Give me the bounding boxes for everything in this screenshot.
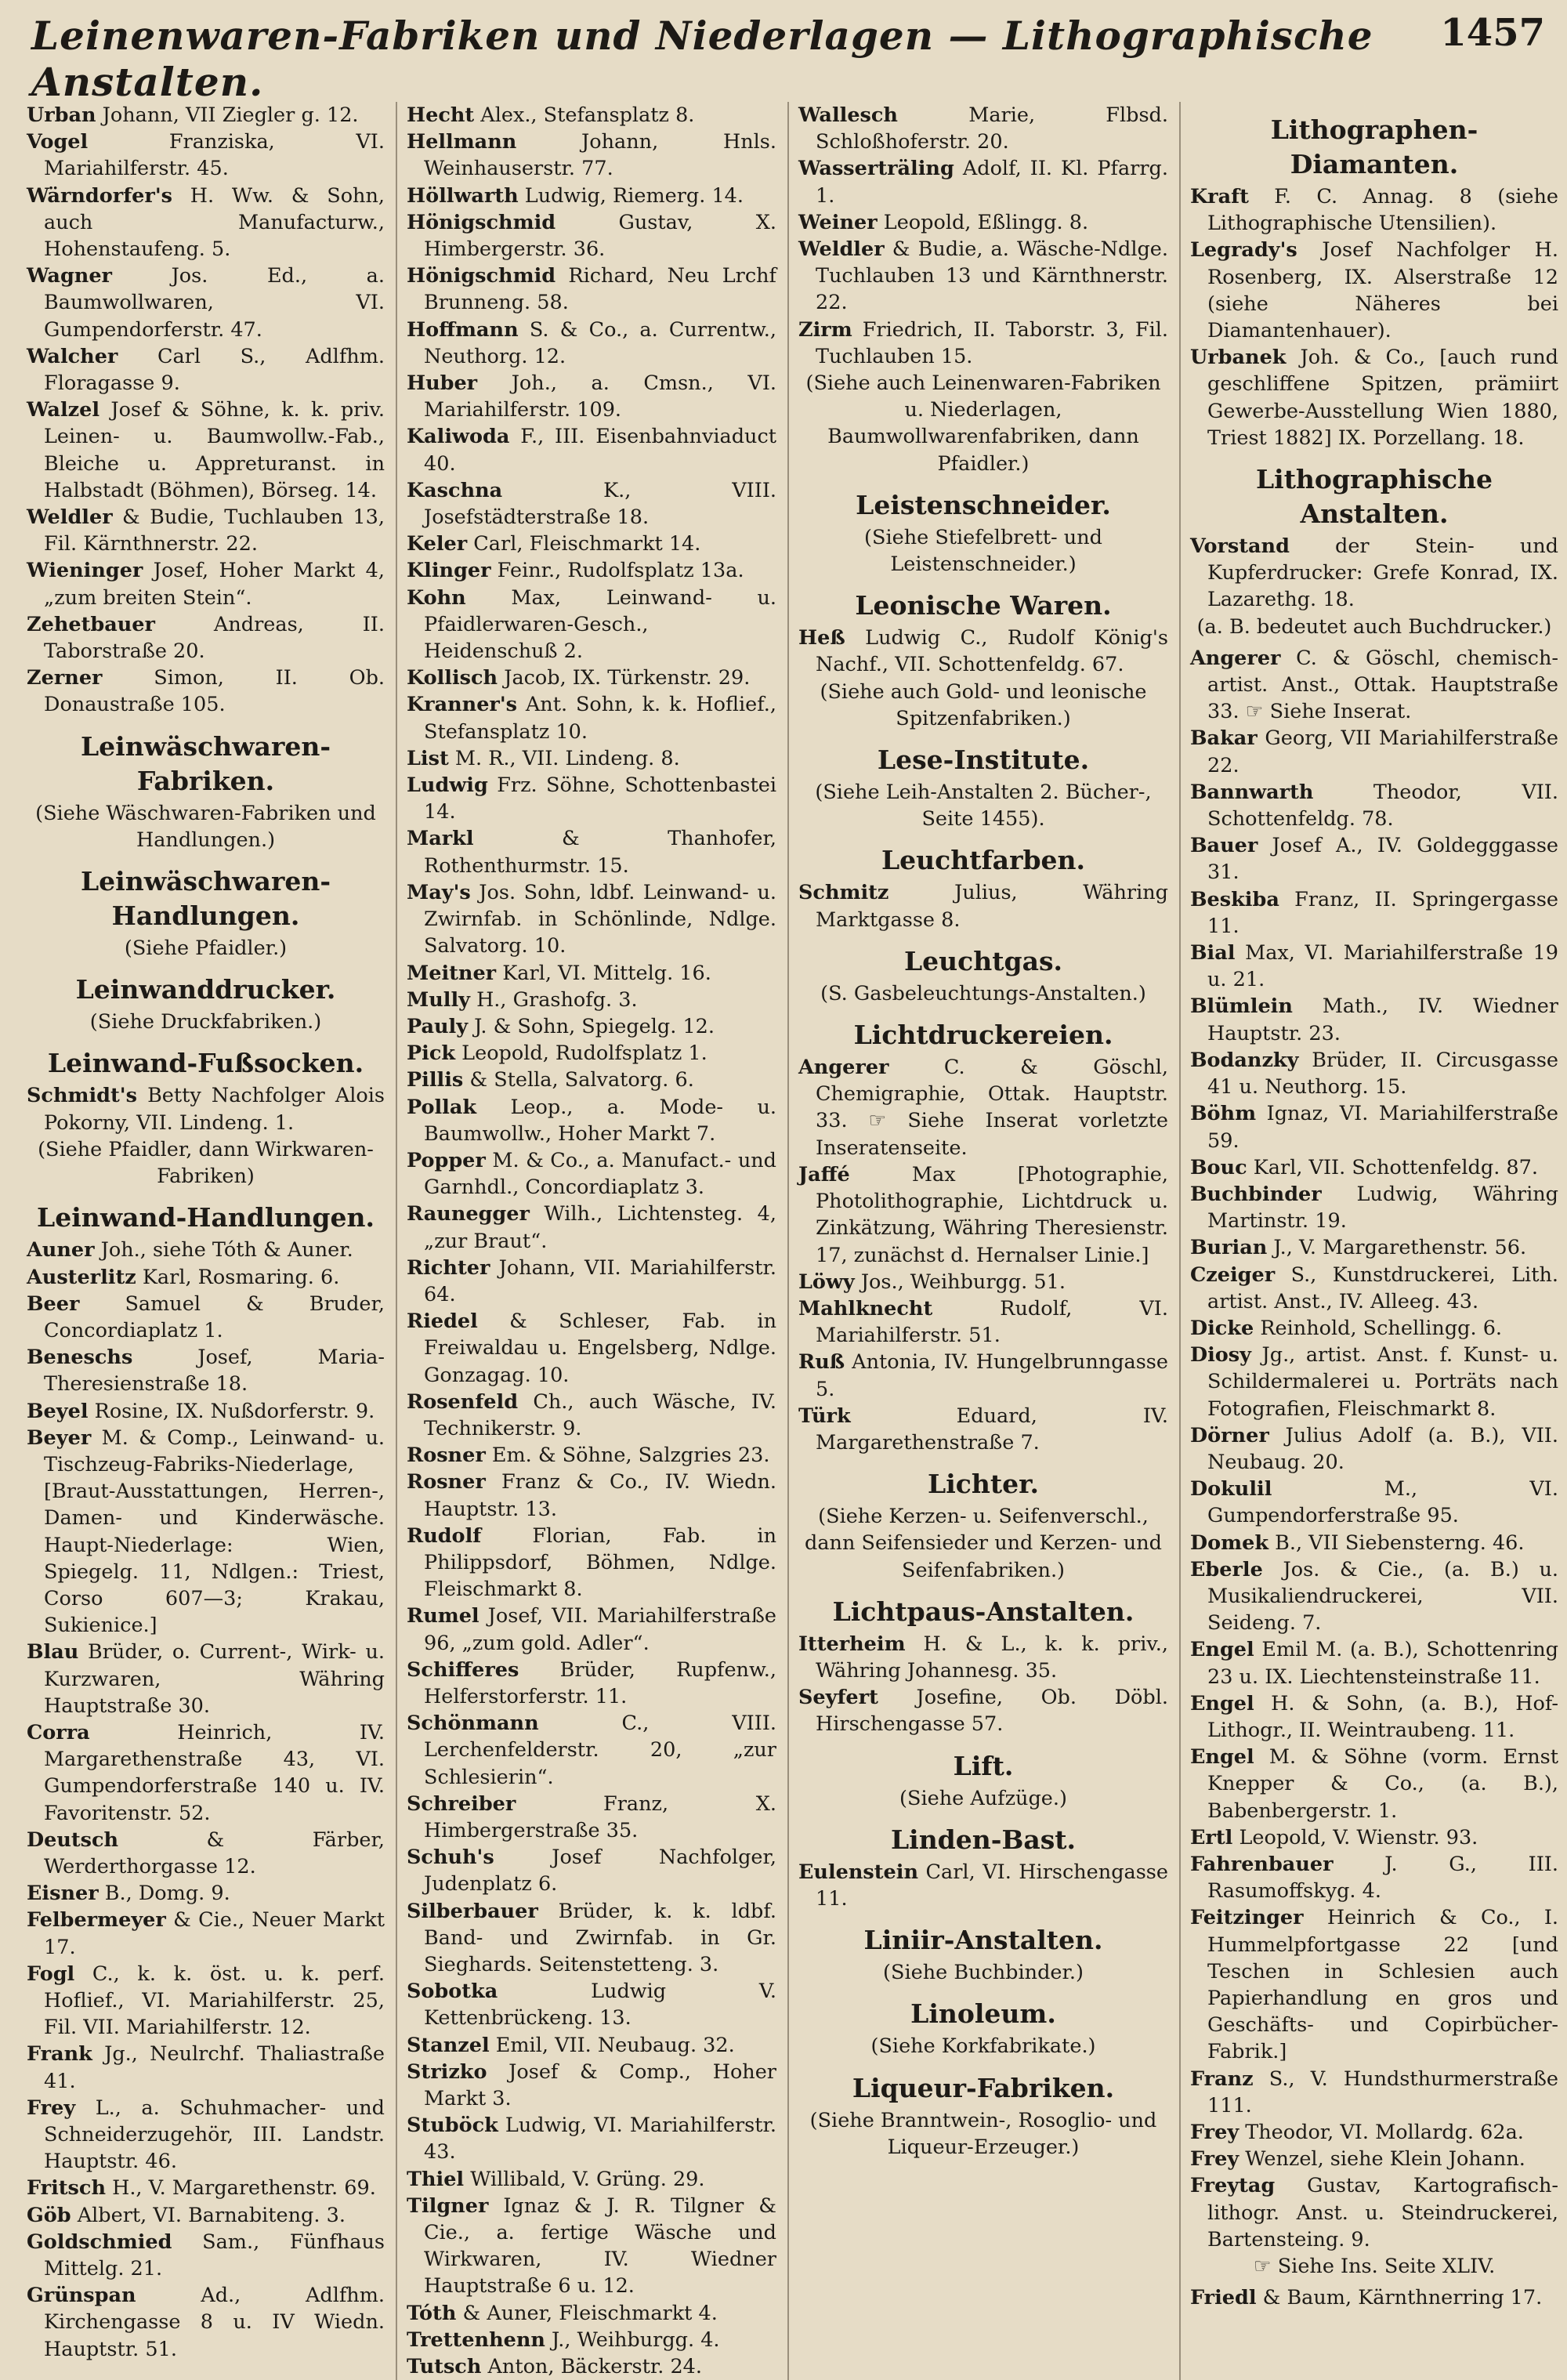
directory-entry: Wärndorfer's H. Ww. & Sohn, auch Manufacturw., Hohenstaufeng. 5. <box>27 183 385 262</box>
directory-entry: Weiner Leopold, Eßlingg. 8. <box>798 210 1089 234</box>
directory-entry: Tutsch Anton, Bäckerstr. 24. <box>407 2355 703 2379</box>
directory-entry: Zirm Friedrich, II. Taborstr. 3, Fil. Tuchlauben 15. <box>798 317 1168 368</box>
directory-columns <box>27 102 1558 2379</box>
directory-entry: Bial Max, VI. Mariahilferstraße 19 u. 21. <box>1190 941 1558 992</box>
directory-entry: Höllwarth Ludwig, Riemerg. 14. <box>407 183 744 208</box>
directory-entry: Riedel & Schleser, Fab. in Freiwaldau u. Engelsberg, Ndlge. Gonzagag. 10. <box>407 1310 776 1387</box>
directory-entry: Frey L., a. Schuhmacher- und Schneiderzugehör, III. Landstr. Hauptstr. 46. <box>27 2096 385 2174</box>
directory-entry: Silberbauer Brüder, k. k. ldbf. Band- und Zwirnfab. in Gr. Sieghards. Seitenstetteng. 3. <box>407 1899 776 1977</box>
directory-entry: Angerer C. & Göschl, chemisch-artist. Anst., Ottak. Hauptstraße 33. ☞ Siehe Inserat. <box>1190 646 1558 724</box>
directory-entry: Türk Eduard, IV. Margarethenstraße 7. <box>798 1404 1168 1454</box>
directory-entry: Urbanek Joh. & Co., [auch rund geschliffene Spitzen, prämiirt Gewerbe-Ausstellung Wien 1880, Triest 1882] IX. Porzellang. 18. <box>1190 346 1558 450</box>
running-title: Leinenwaren-Fabriken und Niederlagen — Lithographische Anstalten. <box>31 13 1373 105</box>
section-heading: Lithographen-Diamanten. <box>1270 114 1478 179</box>
directory-entry: Tóth & Auner, Fleischmarkt 4. <box>407 2301 718 2325</box>
directory-entry: Ruß Antonia, IV. Hungelbrunngasse 5. <box>798 1350 1168 1401</box>
section-heading: Leinwand-Fußsocken. <box>47 1048 364 1079</box>
cross-reference-note: (Siehe Druckfabriken.) <box>89 1010 322 1034</box>
directory-entry: Bodanzky Brüder, II. Circusgasse 41 u. Neuthorg. 15. <box>1190 1048 1558 1099</box>
directory-entry: Walcher Carl S., Adlfhm. Floragasse 9. <box>27 344 385 396</box>
directory-entry: Pauly J. & Sohn, Spiegelg. 12. <box>407 1014 715 1038</box>
directory-entry: May's Jos. Sohn, ldbf. Leinwand- u. Zwirnfab. in Schönlinde, Ndlge. Salvatorg. 10. <box>407 880 776 958</box>
directory-entry: Tilgner Ignaz & J. R. Tilgner & Cie., a. fertige Wäsche und Wirkwaren, IV. Wiedner Hauptstraße 6 u. 12. <box>407 2193 776 2298</box>
cross-reference-note: (Siehe Stiefelbrett- und Leistenschneider.) <box>864 525 1102 577</box>
directory-entry: Kraft F. C. Annag. 8 (siehe Lithographische Utensilien). <box>1190 185 1558 236</box>
directory-entry: Beyel Rosine, IX. Nußdorferstr. 9. <box>27 1399 375 1423</box>
directory-entry: Ertl Leopold, V. Wienstr. 93. <box>1190 1825 1478 1849</box>
directory-entry: Hönigschmid Richard, Neu Lrchf Brunneng. 58. <box>407 264 776 315</box>
cross-reference-note: (a. B. bedeutet auch Buchdrucker.) <box>1196 614 1552 639</box>
directory-entry: Corra Heinrich, IV. Margarethenstraße 43, VI. Gumpendorferstraße 140 u. IV. Favoritenstr. 52. <box>27 1720 385 1825</box>
cross-reference-note: (Siehe Leih-Anstalten 2. Bücher-, Seite 1455). <box>815 781 1152 831</box>
directory-entry: Beskiba Franz, II. Springergasse 11. <box>1190 887 1558 938</box>
directory-entry: Rudolf Florian, Fab. in Philippsdorf, Böhmen, Ndlge. Fleischmarkt 8. <box>407 1523 776 1602</box>
directory-entry: Kohn Max, Leinwand- u. Pfaidlerwaren-Gesch., Heidenschuß 2. <box>407 585 776 664</box>
directory-entry: Markl & Thanhofer, Rothenthurmstr. 15. <box>407 827 776 878</box>
directory-entry: Beneschs Josef, Maria-Theresienstraße 18. <box>27 1346 385 1396</box>
cross-reference-note: (Siehe Kerzen- u. Seifenverschl., dann Seifensieder und Kerzen- und Seifenfabriken.) <box>805 1505 1162 1582</box>
directory-entry: List M. R., VII. Lindeng. 8. <box>407 746 680 770</box>
directory-entry: Auner Joh., siehe Tóth & Auner. <box>27 1238 353 1262</box>
directory-entry: Felbermeyer & Cie., Neuer Markt 17. <box>27 1908 385 1959</box>
directory-entry: Frey Wenzel, siehe Klein Johann. <box>1190 2147 1525 2172</box>
directory-entry: Keler Carl, Fleischmarkt 14. <box>407 532 701 556</box>
cross-reference-note: (Siehe Aufzüge.) <box>899 1786 1067 1810</box>
directory-entry: Vogel Franziska, VI. Mariahilferstr. 45. <box>27 130 385 181</box>
directory-entry: Mully H., Grashofg. 3. <box>407 987 638 1012</box>
directory-entry: Mahlknecht Rudolf, VI. Mariahilferstr. 51. <box>798 1296 1168 1348</box>
section-heading: Linden-Bast. <box>890 1824 1077 1855</box>
directory-entry: Schifferes Brüder, Rupfenw., Helferstorferstr. 11. <box>407 1657 776 1708</box>
section-heading: Liqueur-Fabriken. <box>852 2072 1115 2103</box>
directory-entry: Blau Brüder, o. Current-, Wirk- u. Kurzwaren, Währing Hauptstraße 30. <box>27 1640 385 1718</box>
directory-entry: Engel Emil M. (a. B.), Schottenring 23 u. IX. Liechtensteinstraße 11. <box>1190 1638 1558 1689</box>
directory-entry: Buchbinder Ludwig, Währing Martinstr. 19. <box>1190 1182 1558 1233</box>
directory-entry: Engel M. & Söhne (vorm. Ernst Knepper & Co., (a. B.), Babenbergerstr. 1. <box>1190 1745 1558 1823</box>
directory-entry: Beer Samuel & Bruder, Concordiaplatz 1. <box>27 1291 385 1342</box>
directory-entry: Weldler & Budie, a. Wäsche-Ndlge. Tuchlauben 13 und Kärnthnerstr. 22. <box>798 237 1168 315</box>
directory-entry: Friedl & Baum, Kärnthnerring 17. <box>1190 2286 1543 2310</box>
cross-reference-note: (Siehe Pfaidler.) <box>124 936 288 961</box>
section-heading: Lichtdruckereien. <box>853 1020 1113 1051</box>
directory-entry: Sobotka Ludwig V. Kettenbrückeng. 13. <box>407 1980 776 2030</box>
section-heading: Leinwäschwaren-Handlungen. <box>80 866 331 932</box>
directory-entry: Pillis & Stella, Salvatorg. 6. <box>407 1068 694 1092</box>
directory-entry: Bannwarth Theodor, VII. Schottenfeldg. 78. <box>1190 780 1558 831</box>
directory-entry: Dörner Julius Adolf (a. B.), VII. Neubaug. 20. <box>1190 1423 1558 1474</box>
directory-entry: Hecht Alex., Stefansplatz 8. <box>407 103 695 127</box>
section-heading: Liniir-Anstalten. <box>863 1925 1103 1956</box>
directory-entry: Göb Albert, VI. Barnabiteng. 3. <box>27 2203 346 2227</box>
cross-reference-note: (Siehe Buchbinder.) <box>883 1961 1084 1985</box>
directory-entry: Richter Johann, VII. Mariahilferstr. 64. <box>407 1255 776 1306</box>
directory-entry: Rosner Franz & Co., IV. Wiedn. Hauptstr. 13. <box>407 1470 776 1521</box>
directory-entry: Engel H. & Sohn, (a. B.), Hof-Lithogr., II. Weintraubeng. 11. <box>1190 1691 1558 1742</box>
section-heading: Lithographische Anstalten. <box>1255 464 1493 530</box>
directory-entry: Fogl C., k. k. öst. u. k. perf. Hoflief., VI. Mariahilferstr. 25, Fil. VII. Mariahilferstr. 12. <box>27 1962 385 2040</box>
directory-entry: Pollak Leop., a. Mode- u. Baumwollw., Hoher Markt 7. <box>407 1095 776 1146</box>
directory-entry: Bakar Georg, VII Mariahilferstraße 22. <box>1190 726 1558 777</box>
directory-entry: Eisner B., Domg. 9. <box>27 1882 230 1906</box>
section-heading: Leinwanddrucker. <box>75 974 336 1005</box>
directory-entry: Wallesch Marie, Flbsd. Schloßhoferstr. 20. <box>798 103 1168 154</box>
directory-entry: Zerner Simon, II. Ob. Donaustraße 105. <box>27 666 385 717</box>
directory-entry: Wieninger Josef, Hoher Markt 4, „zum breiten Stein“. <box>27 559 385 610</box>
directory-entry: Frey Theodor, VI. Mollardg. 62a. <box>1190 2121 1524 2145</box>
directory-entry: Deutsch & Färber, Werderthorgasse 12. <box>27 1828 385 1878</box>
directory-entry: Heß Ludwig C., Rudolf König's Nachf., VII. Schottenfeldg. 67. <box>798 626 1168 677</box>
directory-entry: Kaschna K., VIII. Josefstädterstraße 18. <box>407 478 776 530</box>
section-heading: Leistenschneider. <box>856 489 1111 520</box>
section-heading: Leinwäschwaren-Fabriken. <box>80 730 331 796</box>
directory-entry: Jaffé Max [Photographie, Photolithographie, Lichtdruck u. Zinkätzung, Währing Theresienstr. 17, zunächst d. Hernalser Linie.] <box>798 1162 1168 1267</box>
directory-entry: Vorstand der Stein- und Kupferdrucker: Grefe Konrad, IX. Lazarethg. 18. <box>1190 534 1558 612</box>
page-header <box>31 13 1536 105</box>
directory-entry: Stuböck Ludwig, VI. Mariahilferstr. 43. <box>407 2114 776 2164</box>
directory-entry: Bouc Karl, VII. Schottenfeldg. 87. <box>1190 1155 1538 1179</box>
section-heading: Lichter. <box>928 1469 1039 1500</box>
directory-entry: Zehetbauer Andreas, II. Taborstraße 20. <box>27 612 385 664</box>
cross-reference-note: (Siehe Branntwein-, Rosoglio- und Liqueur-Erzeuger.) <box>809 2108 1157 2159</box>
cross-reference-note: (Siehe Pfaidler, dann Wirkwaren-Fabriken) <box>38 1137 374 1189</box>
directory-entry: Strizko Josef & Comp., Hoher Markt 3. <box>407 2059 776 2111</box>
directory-entry: Austerlitz Karl, Rosmaring. 6. <box>27 1265 340 1289</box>
directory-entry: Meitner Karl, VI. Mittelg. 16. <box>407 961 711 985</box>
directory-entry: Thiel Willibald, V. Grüng. 29. <box>407 2167 705 2191</box>
directory-entry: Kaliwoda F., III. Eisenbahnviaduct 40. <box>407 425 776 476</box>
cross-reference-note: (Siehe auch Gold- und leonische Spitzenfabriken.) <box>820 679 1147 730</box>
directory-entry: Löwy Jos., Weihburgg. 51. <box>798 1270 1066 1294</box>
directory-entry: Schreiber Franz, X. Himbergerstraße 35. <box>407 1791 776 1842</box>
directory-entry: Schmitz Julius, Währing Marktgasse 8. <box>798 881 1168 932</box>
directory-entry: Legrady's Josef Nachfolger H. Rosenberg, IX. Alserstraße 12 (siehe Näheres bei Diamantenhauer). <box>1190 238 1558 343</box>
directory-entry: Bauer Josef A., IV. Goldegggasse 31. <box>1190 834 1558 885</box>
directory-entry: Dicke Reinhold, Schellingg. 6. <box>1190 1316 1503 1340</box>
directory-entry: Ludwig Frz. Söhne, Schottenbastei 14. <box>407 773 776 824</box>
directory-entry: Goldschmied Sam., Fünfhaus Mittelg. 21. <box>27 2230 385 2281</box>
directory-entry: Franz S., V. Hundsthurmerstraße 111. <box>1190 2067 1558 2117</box>
directory-entry: Schuh's Josef Nachfolger, Judenplatz 6. <box>407 1846 776 1896</box>
directory-entry: Huber Joh., a. Cmsn., VI. Mariahilferstr. 109. <box>407 371 776 422</box>
page-number: 1457 <box>1440 11 1545 55</box>
directory-entry: Fahrenbauer J. G., III. Rasumoffskyg. 4. <box>1190 1852 1558 1904</box>
section-heading: Leuchtfarben. <box>881 845 1086 876</box>
directory-entry: Pick Leopold, Rudolfsplatz 1. <box>407 1041 708 1066</box>
directory-entry: Wasserträling Adolf, II. Kl. Pfarrg. 1. <box>798 157 1168 208</box>
directory-entry: Freytag Gustav, Kartografisch-lithogr. Anst. u. Steindruckerei, Bartensteing. 9. <box>1190 2174 1558 2251</box>
directory-entry: Feitzinger Heinrich & Co., I. Hummelpfortgasse 22 [und Teschen in Schlesien auch Papierhandlung en gros und Geschäfts- und Copirbücher-Fabrik.] <box>1190 1906 1558 2064</box>
section-heading: Lichtpaus-Anstalten. <box>832 1596 1135 1627</box>
directory-entry: Rumel Josef, VII. Mariahilferstraße 96, „zum gold. Adler“. <box>407 1604 776 1655</box>
directory-entry: Rosner Em. & Söhne, Salzgries 23. <box>407 1444 770 1468</box>
directory-entry: Beyer M. & Comp., Leinwand- u. Tischzeug-Fabriks-Niederlage, [Braut-Ausstattungen, Herren-, Damen- und Kinderwäsche. Haupt-Niederlage: Wien, Spiegelg. 11, Ndlgen.: Triest, Corso 607—3; Krakau, Sukienice.] <box>27 1425 385 1638</box>
section-heading: Leuchtgas. <box>903 945 1063 976</box>
directory-entry: Domek B., VII Siebensterng. 46. <box>1190 1531 1525 1555</box>
directory-entry: Burian J., V. Margarethenstr. 56. <box>1190 1236 1527 1260</box>
directory-entry: Walzel Josef & Söhne, k. k. priv. Leinen- u. Baumwollw.-Fab., Bleiche u. Appreturanst. in Halbstadt (Böhmen), Börseg. 14. <box>27 398 385 502</box>
section-heading: Lift. <box>953 1750 1014 1781</box>
directory-entry: Rosenfeld Ch., auch Wäsche, IV. Technikerstr. 9. <box>407 1389 776 1440</box>
section-heading: Lese-Institute. <box>877 744 1090 776</box>
column-1 <box>27 102 385 2380</box>
directory-entry: Hoffmann S. & Co., a. Currentw., Neuthorg. 12. <box>407 317 776 368</box>
directory-entry: Fritsch H., V. Margarethenstr. 69. <box>27 2176 376 2201</box>
cross-reference-note: (Siehe Korkfabrikate.) <box>870 2034 1096 2059</box>
section-heading: Leinwand-Handlungen. <box>37 1202 375 1233</box>
directory-entry: Urban Johann, VII Ziegler g. 12. <box>27 103 359 127</box>
directory-entry: Itterheim H. & L., k. k. priv., Währing Johannesg. 35. <box>798 1632 1168 1683</box>
cross-reference-note: (Siehe auch Leinenwaren-Fabriken u. Niederlagen, Baumwollwarenfabriken, dann Pfaidler.) <box>805 371 1161 476</box>
directory-entry: Dokulil M., VI. Gumpendorferstraße 95. <box>1190 1477 1558 1528</box>
directory-entry: Schönmann C., VIII. Lerchenfelderstr. 20, „zur Schlesierin“. <box>407 1712 776 1789</box>
directory-entry: Weldler & Budie, Tuchlauben 13, Fil. Kärnthnerstr. 22. <box>27 505 385 556</box>
directory-entry: Böhm Ignaz, VI. Mariahilferstraße 59. <box>1190 1102 1558 1153</box>
cross-reference-note: (Siehe Wäschwaren-Fabriken und Handlungen.) <box>35 801 376 852</box>
directory-entry: Raunegger Wilh., Lichtensteg. 4, „zur Braut“. <box>407 1202 776 1253</box>
directory-entry: Angerer C. & Göschl, Chemigraphie, Ottak. Hauptstr. 33. ☞ Siehe Inserat vorletzte Inseratenseite. <box>798 1056 1168 1160</box>
section-heading: Leonische Waren. <box>855 590 1112 621</box>
directory-entry: Hönigschmid Gustav, X. Himbergerstr. 36. <box>407 210 776 262</box>
directory-entry: Stanzel Emil, VII. Neubaug. 32. <box>407 2033 735 2057</box>
section-heading: Linoleum. <box>910 1998 1056 2030</box>
directory-entry: Hellmann Johann, Hnls. Weinhauserstr. 77. <box>407 130 776 181</box>
column-2 <box>407 102 776 2380</box>
directory-entry: Wagner Jos. Ed., a. Baumwollwaren, VI. Gumpendorferstr. 47. <box>27 264 385 342</box>
column-3 <box>798 102 1168 2380</box>
directory-entry: Kranner's Ant. Sohn, k. k. Hoflief., Stefansplatz 10. <box>407 693 776 744</box>
cross-reference-note: (S. Gasbeleuchtungs-Anstalten.) <box>820 981 1146 1005</box>
directory-entry: Eulenstein Carl, VI. Hirschengasse 11. <box>798 1860 1168 1911</box>
directory-entry: Popper M. & Co., a. Manufact.- und Garnhdl., Concordiaplatz 3. <box>407 1148 776 1200</box>
directory-entry: Frank Jg., Neulrchf. Thaliastraße 41. <box>27 2042 385 2093</box>
directory-entry: Klinger Feinr., Rudolfsplatz 13a. <box>407 559 744 583</box>
directory-entry: Trettenhenn J., Weihburgg. 4. <box>407 2327 720 2352</box>
column-4 <box>1190 102 1558 2380</box>
directory-entry: Schmidt's Betty Nachfolger Alois Pokorny, VII. Lindeng. 1. <box>27 1084 385 1135</box>
directory-entry: Blümlein Math., IV. Wiedner Hauptstr. 23. <box>1190 994 1558 1045</box>
directory-entry: Eberle Jos. & Cie., (a. B.) u. Musikaliendruckerei, VII. Seideng. 7. <box>1190 1557 1558 1636</box>
directory-entry: Seyfert Josefine, Ob. Döbl. Hirschengasse 57. <box>798 1686 1168 1737</box>
directory-entry: Kollisch Jacob, IX. Türkenstr. 29. <box>407 666 751 690</box>
cross-reference-note: ☞ Siehe Ins. Seite XLIV. <box>1253 2255 1496 2279</box>
directory-entry: Diosy Jg., artist. Anst. f. Kunst- u. Schildermalerei u. Porträts nach Fotografien, Fleischmarkt 8. <box>1190 1343 1558 1421</box>
directory-entry: Grünspan Ad., Adlfhm. Kirchengasse 8 u. IV Wiedn. Hauptstr. 51. <box>27 2284 385 2361</box>
directory-entry: Czeiger S., Kunstdruckerei, Lith. artist. Anst., IV. Alleeg. 43. <box>1190 1262 1558 1313</box>
